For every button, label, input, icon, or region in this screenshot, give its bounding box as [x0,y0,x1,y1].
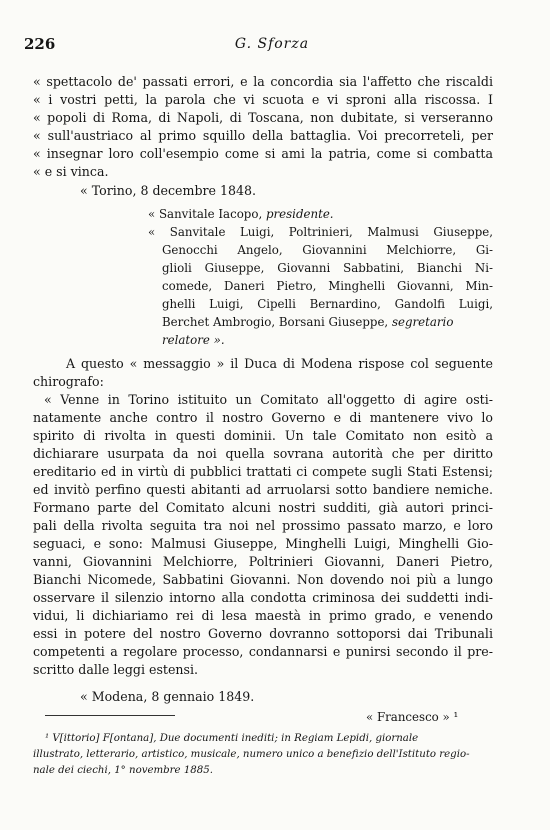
quote-line: « insegnar loro coll'esempio come si ami la patria, come si combatta [33,146,493,161]
signature-line: « Sanvitale Luigi, Poltrinieri, Malmusi Giuseppe, [148,225,493,239]
signature-name: « Sanvitale Iacopo, [148,207,266,221]
intro-line: A questo « messaggio » il Duca di Modena rispose col seguente [66,356,493,371]
decree-line: seguaci, e sono: Malmusi Giuseppe, Minghelli Luigi, Minghelli Gio- [33,536,493,551]
signature-role: presidente. [265,207,334,221]
quote-line: « spettacolo de' passati errori, e la concordia sia l'affetto che riscaldi [33,74,493,89]
footnote-line: nale dei ciechi, 1° novembre 1885. [33,765,213,776]
quote-line: « sull'austriaco al primo squillo della battaglia. Voi precorreteli, per [33,128,493,143]
sign-off: « Francesco » ¹ [366,710,459,724]
signature-line: glioli Giuseppe, Giovanni Sabbatini, Bianchi Ni- [162,261,493,275]
footnote-line: illustrato, letterario, artistico, musicale, numero unico a benefizio dell'Istituto regio- [33,749,470,760]
decree-line: natamente anche contro il nostro Governo e di mantenere vivo lo [33,410,493,425]
signature-line: ghelli Luigi, Cipelli Bernardino, Gandolfi Luigi, [162,297,493,311]
decree-line: vanni, Giovannini Melchiorre, Poltrinieri Giovanni, Daneri Pietro, [33,554,493,569]
decree-line: competenti a regolare processo, condannarsi e punirsi secondo il pre- [33,644,493,659]
quote-line: « e si vinca. [33,164,109,179]
page-header [22,35,522,57]
footnote-rule [45,715,175,716]
decree-line: essi in potere del nostro Governo dovranno sottoporsi dai Tribunali [33,626,493,641]
signature-line [148,206,334,223]
decree-line: ed invitò perfino questi abitanti ad arruolarsi sotto bandiere nemiche. [33,482,493,497]
decree-line: dichiarare usurpata da noi quella sovrana autorità che per diritto [33,446,493,461]
signature-line: comede, Daneri Pietro, Minghelli Giovanni, Min- [162,279,493,293]
signature-line: Genocchi Angelo, Giovannini Melchiorre, Gi- [162,243,493,257]
footnote-line: ¹ V[ittorio] F[ontana], Due documenti inediti; in Regiam Lepidi, giornale [45,733,419,744]
page-number: 226 [24,35,56,53]
dateline-torino: « Torino, 8 decembre 1848. [80,183,257,198]
decree-line: Bianchi Nicomede, Sabbatini Giovanni. Non dovendo noi più a lungo [33,572,493,587]
signature-role: segretario [391,315,454,329]
quote-line: « popoli di Roma, di Napoli, di Toscana, non dubitate, si verseranno [33,110,493,125]
decree-line: ereditario ed in virtù di pubblici trattati ci compete sugli Stati Estensi; [33,464,493,479]
quote-line: « i vostri petti, la parola che vi scuota e vi sproni alla riscossa. I [33,92,493,107]
signature-name: Berchet Ambrogio, Borsani Giuseppe, [162,315,392,329]
intro-line: chirografo: [33,374,104,389]
signature-role: relatore ». [162,333,225,347]
dateline-modena: « Modena, 8 gennaio 1849. [80,689,255,704]
decree-line: vidui, li dichiariamo rei di lesa maestà in primo grado, e venendo [33,608,493,623]
decree-line: spirito di rivolta in questi dominii. Un tale Comitato non esitò a [33,428,493,443]
decree-line: scritto dalle leggi estensi. [33,662,199,677]
decree-line: pali della rivolta seguita tra noi nel prossimo passato marzo, e loro [33,518,493,533]
decree-line: osservare il silenzio intorno alla condotta criminosa dei suddetti indi- [33,590,493,605]
running-head: G. Sforza [234,36,310,52]
signature-line [162,314,453,331]
decree-line: « Venne in Torino istituito un Comitato all'oggetto di agire osti- [44,392,493,407]
decree-line: Formano parte del Comitato alcuni nostri sudditi, già autori princi- [33,500,493,515]
